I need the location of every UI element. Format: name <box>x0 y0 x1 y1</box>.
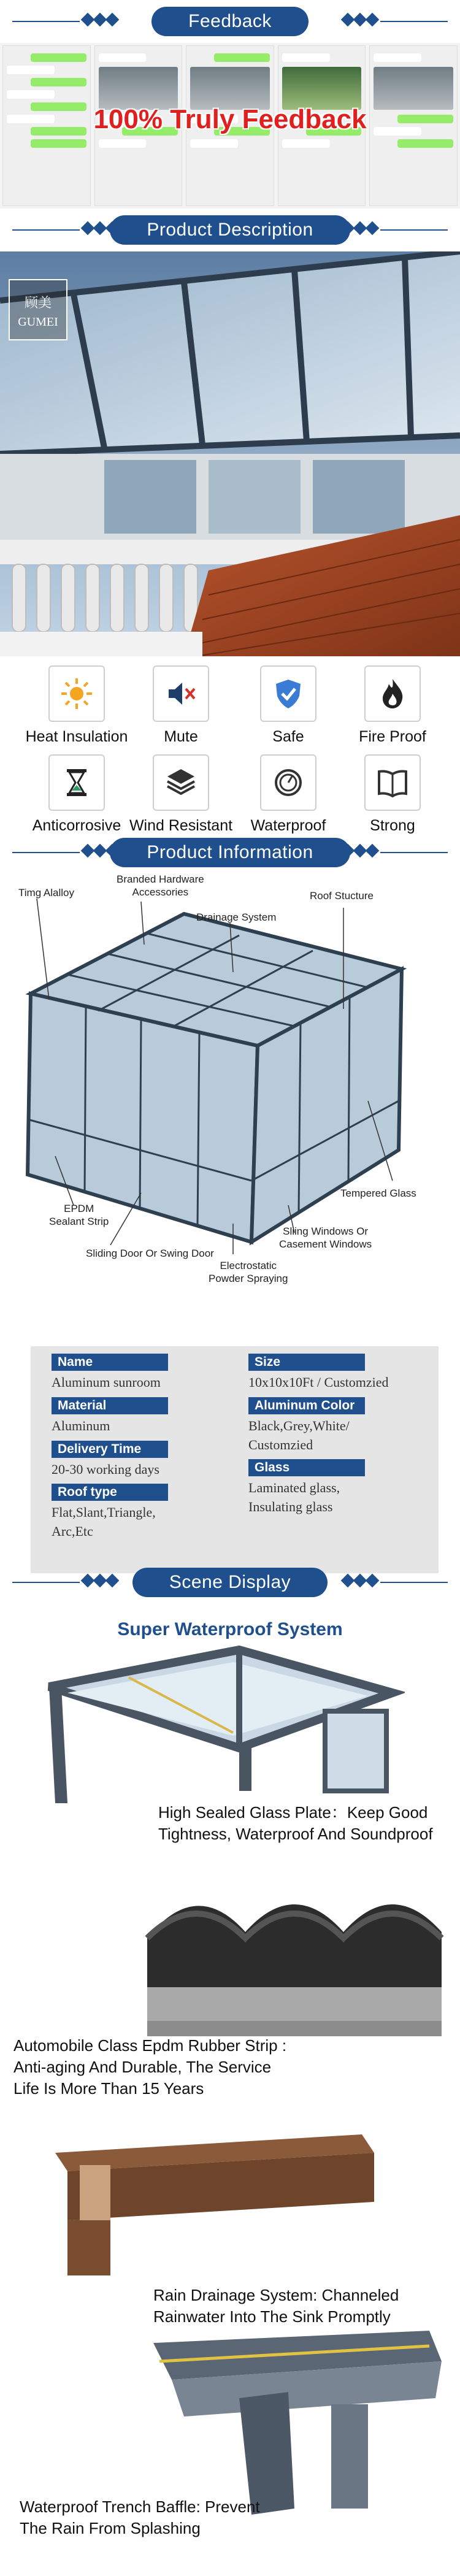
spec-name-value: Aluminum sunroom <box>52 1374 161 1390</box>
feature-strong <box>340 754 445 835</box>
book-icon <box>364 754 421 811</box>
callout-hardware: Branded Hardware Accessories <box>117 873 204 899</box>
brand-logo-en: GUMEI <box>18 315 58 329</box>
feedback-overlay-text: 100% Truly Feedback <box>93 104 367 134</box>
layers-icon <box>153 754 209 811</box>
callout-tempered-glass: Tempered Glass <box>340 1187 416 1199</box>
spec-glass-value: Laminated glass, Insulating glass <box>248 1480 340 1515</box>
spec-size-head: Size <box>248 1354 365 1371</box>
callout-timg-alloy: Timg Alalloy <box>18 887 75 899</box>
drainage-profile-image <box>43 2128 386 2282</box>
feature-label: Wind Resistant <box>129 817 233 834</box>
feature-heat-insulation <box>25 665 129 746</box>
product-information-heading: Product Information <box>110 838 350 867</box>
spec-size-value: 10x10x10Ft / Customzied <box>248 1374 389 1390</box>
scene-item-trench-baffle: Waterproof Trench Baffle: Prevent The Rain From Splashing <box>20 2497 260 2538</box>
feature-label: Heat Insulation <box>25 728 128 745</box>
feature-fire-proof <box>340 665 445 746</box>
gauge-icon <box>260 754 316 811</box>
product-description-heading: Product Description <box>110 215 350 245</box>
feature-wind-resistant <box>129 754 233 835</box>
scene-title: Super Waterproof System <box>117 1619 343 1639</box>
callout-drainage: Drainage System <box>196 911 277 923</box>
flame-icon <box>364 665 421 722</box>
spec-material-head: Material <box>52 1397 168 1414</box>
mute-speaker-icon <box>153 665 209 722</box>
feature-label: Strong <box>370 817 415 834</box>
glass-frame-image <box>37 1644 405 1809</box>
feature-label: Safe <box>272 728 304 745</box>
shield-check-icon <box>260 665 316 722</box>
feature-label: Anticorrosive <box>32 817 121 834</box>
spec-color-head: Aluminum Color <box>248 1397 365 1414</box>
callout-sliding-door: Sliding Door Or Swing Door <box>86 1248 214 1259</box>
feature-label: Fire Proof <box>359 728 426 745</box>
trench-baffle-image <box>147 2325 448 2521</box>
spec-roof-value: Flat,Slant,Triangle, Arc,Etc <box>52 1505 156 1539</box>
feature-safe <box>236 665 340 746</box>
feature-mute <box>129 665 233 746</box>
brand-logo <box>9 279 67 340</box>
callout-sliding-windows: Sliing Windows Or Casement Windows <box>279 1225 372 1251</box>
spec-column-left <box>52 1354 236 1546</box>
scene-item-glass-plate: High Sealed Glass Plate：Keep Good Tightness, Waterproof And Soundproof <box>158 1803 433 1844</box>
scene-item-drainage: Rain Drainage System: Channeled Rainwater Into The Sink Promptly <box>153 2286 399 2326</box>
feature-grid <box>0 656 460 840</box>
rubber-strip-image <box>141 1865 448 2049</box>
spec-column-right <box>248 1354 432 1522</box>
spec-delivery-head: Delivery Time <box>52 1441 168 1458</box>
hourglass-icon <box>48 754 105 811</box>
spec-roof-head: Roof type <box>52 1484 168 1501</box>
feature-anticorrosive <box>25 754 129 835</box>
brand-logo-cn: 顾美 <box>24 296 52 311</box>
feedback-banner <box>0 0 460 43</box>
product-description-banner <box>0 209 460 251</box>
sun-icon <box>48 665 105 722</box>
structure-diagram <box>0 862 460 1340</box>
spec-table <box>31 1346 439 1573</box>
spec-delivery-value: 20-30 working days <box>52 1461 159 1477</box>
spec-name-head: Name <box>52 1354 168 1371</box>
callout-roof: Roof Stucture <box>310 890 374 902</box>
sunroom-hero-image <box>0 251 460 656</box>
spec-color-value: Black,Grey,White/ Customzied <box>248 1417 350 1452</box>
spec-glass-head: Glass <box>248 1459 365 1476</box>
scene-display-banner <box>0 1561 460 1604</box>
scene-display-heading: Scene Display <box>132 1568 328 1597</box>
feature-label: Mute <box>164 728 198 745</box>
feature-waterproof <box>236 754 340 835</box>
callout-epdm: EPDM Sealant Strip <box>49 1203 109 1228</box>
feedback-heading: Feedback <box>151 7 309 36</box>
feature-label: Waterproof <box>250 817 326 834</box>
spec-material-value: Aluminum <box>52 1417 110 1433</box>
scene-item-rubber-strip: Automobile Class Epdm Rubber Strip : Anti-aging And Durable, The Service Life Is More Than 15 Years <box>13 2036 287 2098</box>
callout-powder-spraying: Electrostatic Powder Spraying <box>209 1260 288 1285</box>
